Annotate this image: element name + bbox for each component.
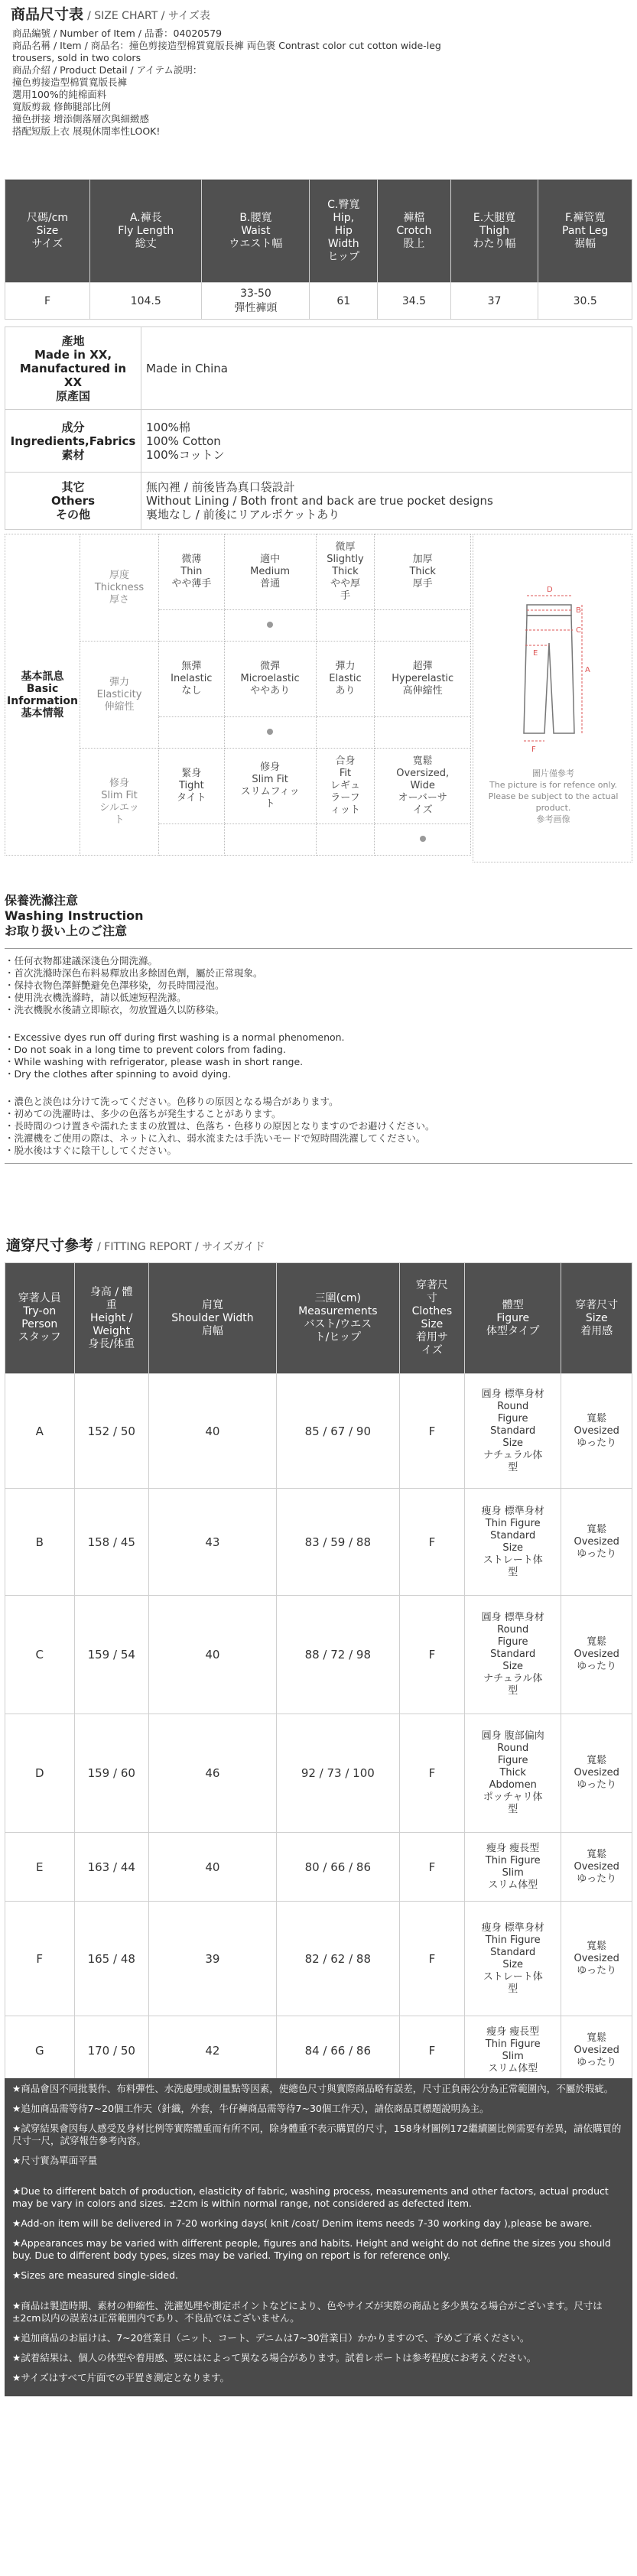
- fit-cell: 瘦身 標準身材 Thin Figure Standard Size ストレート体 型: [465, 1902, 561, 2016]
- fit-cell: F: [399, 1374, 464, 1489]
- wash-line: ・Dry the clothes after spinning to avoid dying.: [5, 1068, 231, 1080]
- feature-indicator-cell: [159, 610, 225, 642]
- note-line: ★商品は製造時期、素材の伸縮性、洗濯処理や測定ポイントなどにより、色やサイズが実際の商品と多少異なる場合がございます。尺寸は±2cm以内の誤差は正常範囲内であり、不良品ではございません。: [12, 2300, 603, 2324]
- feature-option: 無彈 Inelastic なし: [159, 642, 225, 717]
- feature-indicator-cell: [316, 610, 375, 642]
- feature-indicator-cell: [375, 824, 471, 856]
- note-line: ★Due to different batch of production, elasticity of fabric, washing process, measurements and other factors, actual product may be vary in colors and sizes. ±2cm is within normal range, not considered as defected item.: [12, 2185, 609, 2209]
- size-header-cell: B.腰寬 Waist ウエスト幅: [202, 180, 310, 283]
- fit-cell: 寬鬆 Ovesized ゆったり: [561, 1489, 632, 1596]
- fit-cell: 85 / 67 / 90: [276, 1374, 399, 1489]
- fit-cell: 163 / 44: [74, 1833, 149, 1902]
- fit-cell: 圓身 標準身材 Round Figure Standard Size ナチュラル体 型: [465, 1374, 561, 1489]
- fit-cell: B: [5, 1489, 75, 1596]
- feature-option: 適中 Medium 普通: [224, 534, 316, 610]
- fit-cell: 165 / 48: [74, 1902, 149, 2016]
- feature-option: 加厚 Thick 厚手: [375, 534, 471, 610]
- fit-row: [5, 1714, 632, 1833]
- size-chart-subheading: / SIZE CHART / サイズ表: [87, 10, 210, 22]
- size-value-cell: 33-50 彈性褲頭: [202, 283, 310, 320]
- fitting-table: [5, 1262, 632, 2085]
- info-line: 撞色拼接 增添側落層次與細緻感: [12, 113, 149, 125]
- notes-zh: [12, 2083, 625, 2167]
- fit-header-cell: 穿著尺 寸 Clothes Size 着用サ イズ: [399, 1263, 464, 1374]
- fit-header-cell: 身高 / 體 重 Height / Weight 身長/体重: [74, 1263, 149, 1374]
- feature-indicator-cell: [375, 610, 471, 642]
- fit-cell: 寬鬆 Ovesized ゆったり: [561, 2016, 632, 2085]
- size-chart-title: [11, 3, 210, 24]
- fit-cell: 46: [149, 1714, 277, 1833]
- fit-cell: 瘦身 瘦長型 Thin Figure Slim スリム体型: [465, 2016, 561, 2085]
- feature-indicator-cell: [316, 717, 375, 749]
- selected-dot-icon: [267, 729, 273, 735]
- fit-row: [5, 1374, 632, 1489]
- fit-cell: G: [5, 2016, 75, 2085]
- label-e: E: [533, 649, 538, 658]
- feature-label: 修身 Slim Fit シルエッ ト: [80, 749, 159, 856]
- label-a: A: [585, 666, 590, 674]
- wash-line: ・洗濯機をご使用の際は、ネットに入れ、弱水流または手洗いモードで短時間洗濯してください。: [5, 1132, 426, 1144]
- wash-title-zh: 保養洗滌注意: [5, 893, 79, 908]
- product-info-section: [5, 0, 632, 137]
- fit-cell: F: [399, 1596, 464, 1714]
- fitting-title: [6, 1234, 632, 1255]
- note-line: ★Add-on item will be delivered in 7-20 working days( knit /coat/ Denim items needs 7-30 working day ),please be aware.: [12, 2217, 593, 2229]
- fitting-subheading: / FITTING REPORT / サイズガイド: [97, 1241, 265, 1253]
- note-line: ★Sizes are measured single-sided.: [12, 2269, 178, 2281]
- feature-label: 厚度 Thickness 厚さ: [80, 534, 159, 642]
- size-table-row: [5, 283, 632, 320]
- selected-dot-icon: [420, 836, 426, 842]
- wash-list-zh: [5, 955, 632, 1016]
- fit-cell: 80 / 66 / 86: [276, 1833, 399, 1902]
- info-line: 選用100%的純棉面料: [12, 89, 107, 100]
- materials-table: [5, 326, 632, 530]
- wash-title-en: Washing Instruction: [5, 908, 144, 923]
- fit-cell: 158 / 45: [74, 1489, 149, 1596]
- wash-line: ・長時間のつけ置きや濡れたままの放置は、色落ち・色移りの原因となりますのでお避けください。: [5, 1120, 435, 1132]
- fit-cell: 82 / 62 / 88: [276, 1902, 399, 2016]
- fit-cell: E: [5, 1833, 75, 1902]
- fit-cell: F: [399, 1714, 464, 1833]
- fit-header-cell: 穿著尺寸 Size 着用感: [561, 1263, 632, 1374]
- size-value-cell: 30.5: [538, 283, 632, 320]
- feature-indicator-cell: [224, 717, 316, 749]
- pants-outline-shape: [524, 616, 574, 733]
- wash-line: ・任何衣物都建議深淺色分開洗滌。: [5, 955, 158, 966]
- feature-option: 彈力 Elastic あり: [316, 642, 375, 717]
- fit-cell: F: [399, 1489, 464, 1596]
- material-row: [5, 473, 632, 530]
- wash-list-en: [5, 1031, 632, 1080]
- note-line: ★追加商品のお届けは、7~20営業日（ニット、コート、デニムは7~30営業日）かかりますので、予めご了承ください。: [12, 2332, 530, 2344]
- size-table-section: [5, 179, 632, 320]
- wash-line: ・While washing with refrigerator, please wash in short range.: [5, 1056, 304, 1067]
- fitting-section: [5, 1234, 632, 2085]
- note-line: ★Appearances may be varied with different people, figures and habits. Height and weight do not define the sizes you should buy. Due to different body types, sizes may be varied. Trying on report is for reference only.: [12, 2237, 611, 2261]
- wash-line: ・保持衣物色澤鮮艷避免色澤移染，勿長時間浸泡。: [5, 979, 225, 991]
- wash-body: [5, 948, 632, 1157]
- fit-row: [5, 2016, 632, 2085]
- size-header-cell: C.臀寬 Hip, Hip Width ヒップ: [310, 180, 378, 283]
- note-line: ★商品會因不同批製作、布料彈性、水洗處理或測量點等因素，使總色尺寸與實際商品略有誤差，尺寸正負兩公分為正常範圍內，不屬於瑕疵。: [12, 2083, 614, 2094]
- fit-cell: F: [399, 1833, 464, 1902]
- selected-dot-icon: [267, 622, 273, 628]
- size-header-cell: A.褲長 Fly Length 総丈: [89, 180, 202, 283]
- fit-cell: 170 / 50: [74, 2016, 149, 2085]
- fit-cell: 寬鬆 Ovesized ゆったり: [561, 1902, 632, 2016]
- fit-cell: 40: [149, 1833, 277, 1902]
- fit-cell: 88 / 72 / 98: [276, 1596, 399, 1714]
- fit-cell: 43: [149, 1489, 277, 1596]
- wash-title-jp: お取り扱い上のご注意: [5, 924, 128, 938]
- fit-cell: 瘦身 瘦長型 Thin Figure Slim スリム体型: [465, 1833, 561, 1902]
- material-row: [5, 327, 632, 410]
- feature-label: 彈力 Elasticity 伸縮性: [80, 642, 159, 749]
- fit-cell: 159 / 60: [74, 1714, 149, 1833]
- feature-indicator-cell: [316, 824, 375, 856]
- fit-cell: 84 / 66 / 86: [276, 2016, 399, 2085]
- fit-cell: 寬鬆 Ovesized ゆったり: [561, 1714, 632, 1833]
- material-value: 無內裡 / 前後皆為真口袋設計 Without Lining / Both front and back are true pocket designs 裏地なし / 前後にリアルポケットあり: [141, 473, 632, 530]
- fit-row: [5, 1902, 632, 2016]
- basic-info-label: 基本訊息 Basic Information 基本情報: [5, 534, 80, 856]
- size-table-header: [5, 180, 632, 283]
- size-value-cell: 104.5: [89, 283, 202, 320]
- note-line: ★試穿結果會因每人感受及身材比例等實際體重而有所不同，除身體重不表示購買的尺寸，158身材圖例172繼續圖比例需要有差異，請依購買的尺寸一尺，試穿報告參考內容。: [12, 2123, 622, 2146]
- label-f: F: [531, 746, 536, 754]
- feature-indicator-cell: [224, 824, 316, 856]
- note-line: ★試着結果は、個人の体型や着用感、要にはによって異なる場合があります。試着レポートは参考程度にお考えください。: [12, 2352, 537, 2363]
- size-value-cell: 37: [450, 283, 538, 320]
- wash-line: ・Do not soak in a long time to prevent colors from fading.: [5, 1044, 286, 1055]
- info-line: trousers, sold in two colors: [12, 52, 141, 63]
- wash-line: ・首次洗滌時深色布料易釋放出多餘固色劑，屬於正常現象。: [5, 967, 263, 979]
- fit-header-cell: 肩寬 Shoulder Width 肩幅: [149, 1263, 277, 1374]
- material-value: 100%棉 100% Cotton 100%コットン: [141, 410, 632, 473]
- feature-indicator-cell: [375, 717, 471, 749]
- fit-cell: 寬鬆 Ovesized ゆったり: [561, 1833, 632, 1902]
- fit-cell: F: [399, 1902, 464, 2016]
- fit-header-cell: 穿著人員 Try-on Person スタッフ: [5, 1263, 75, 1374]
- fit-header-cell: 體型 Figure 体型タイプ: [465, 1263, 561, 1374]
- notes-jp: [12, 2300, 625, 2384]
- fit-row: [5, 1833, 632, 1902]
- fit-cell: 152 / 50: [74, 1374, 149, 1489]
- features-table: [5, 534, 471, 856]
- feature-option: 緊身 Tight タイト: [159, 749, 225, 824]
- note-line: ★尺寸實為單面平量: [12, 2155, 98, 2166]
- size-header-cell: E.大腿寬 Thigh わたり幅: [450, 180, 538, 283]
- size-value-cell: 61: [310, 283, 378, 320]
- fit-cell: 瘦身 標準身材 Thin Figure Standard Size ストレート体 型: [465, 1489, 561, 1596]
- material-key: 產地 Made in XX, Manufactured in XX 原產国: [5, 327, 141, 410]
- label-d: D: [547, 586, 553, 594]
- feature-indicator-cell: [224, 610, 316, 642]
- feature-option: 修身 Slim Fit スリムフィッ ト: [224, 749, 316, 824]
- size-header-cell: 尺碼/cm Size サイズ: [5, 180, 90, 283]
- fit-cell: 83 / 59 / 88: [276, 1489, 399, 1596]
- pants-diagram-svg: [473, 557, 633, 787]
- fit-cell: F: [5, 1902, 75, 2016]
- notes-box: [5, 2078, 632, 2396]
- fit-cell: 圓身 腹部偏肉 Round Figure Thick Abdomen ポッチャリ体 型: [465, 1714, 561, 1833]
- wash-list-jp: [5, 1096, 632, 1157]
- fitting-heading: 適穿尺寸參考: [6, 1237, 94, 1254]
- pants-diagram: [473, 534, 632, 862]
- label-b: B: [576, 606, 581, 615]
- wash-line: ・Excessive dyes run off during first washing is a normal phenomenon.: [5, 1031, 345, 1043]
- info-line: 商品名稱 / Item / 商品名：撞色剪接造型棉質寬版長褲 両色褒 Contrast color cut cotton wide-leg: [12, 40, 441, 51]
- wash-line: ・脱水後はすぐに陰干ししてください。: [5, 1145, 177, 1156]
- diagram-caption: 圖片僅參考 The picture is for refence only. Please be subject to the actual product. 參考画像: [488, 768, 619, 824]
- size-value-cell: F: [5, 283, 90, 320]
- fit-row: [5, 1596, 632, 1714]
- wash-line: ・初めての洗濯時は、多少の色落ちが発生することがあります。: [5, 1108, 281, 1119]
- fit-cell: F: [399, 2016, 464, 2085]
- fit-cell: 159 / 54: [74, 1596, 149, 1714]
- fit-cell: C: [5, 1596, 75, 1714]
- notes-en: [12, 2185, 625, 2282]
- fit-cell: A: [5, 1374, 75, 1489]
- fit-cell: D: [5, 1714, 75, 1833]
- washing-section: [5, 893, 632, 1164]
- wash-line: ・濃色と淡色は分けて洗ってください。色移りの原因となる場合があります。: [5, 1096, 339, 1107]
- feature-option: 寬鬆 Oversized, Wide オーバーサ イズ: [375, 749, 471, 824]
- size-header-cell: F.褲管寬 Pant Leg 裾幅: [538, 180, 632, 283]
- fit-cell: 42: [149, 2016, 277, 2085]
- material-row: [5, 410, 632, 473]
- info-line: 搭配短版上衣 展現休閒率性LOOK!: [12, 125, 161, 137]
- fit-cell: 寬鬆 Ovesized ゆったり: [561, 1374, 632, 1489]
- label-c: C: [576, 626, 581, 635]
- feature-option: 微厚 Slightly Thick やや厚 手: [316, 534, 375, 610]
- notes-section: [5, 2078, 632, 2396]
- features-section: [5, 534, 632, 862]
- feature-indicator-cell: [159, 717, 225, 749]
- fit-cell: 40: [149, 1374, 277, 1489]
- size-header-cell: 褲檔 Crotch 股上: [378, 180, 451, 283]
- fit-cell: 40: [149, 1596, 277, 1714]
- note-line: ★追加商品需等待7~20個工作天（針織，外套，牛仔褲商品需等待7~30個工作天），請依商品頁標題說明為主。: [12, 2103, 489, 2114]
- feature-row: [5, 534, 471, 610]
- feature-option: 合身 Fit レギュ ラーフ ィット: [316, 749, 375, 824]
- size-table: [5, 179, 632, 320]
- fit-header-cell: 三圍(cm) Measurements バスト/ウエス ト/ヒップ: [276, 1263, 399, 1374]
- size-chart-heading: 商品尺寸表: [11, 6, 84, 23]
- info-line: 商品介紹 / Product Detail / アイテム説明：: [12, 64, 203, 76]
- product-description: [12, 28, 632, 138]
- material-key: 其它 Others その他: [5, 473, 141, 530]
- fit-cell: 39: [149, 1902, 277, 2016]
- fitting-table-header: [5, 1263, 632, 1374]
- wash-line: ・使用洗衣機洗滌時，請以低速短程洗滌。: [5, 992, 187, 1003]
- feature-option: 微薄 Thin やや薄手: [159, 534, 225, 610]
- note-line: ★サイズはすべて片面での平置き測定となります。: [12, 2372, 229, 2383]
- feature-option: 微彈 Microelastic ややあり: [224, 642, 316, 717]
- size-value-cell: 34.5: [378, 283, 451, 320]
- feature-indicator-cell: [159, 824, 225, 856]
- fit-cell: 寬鬆 Ovesized ゆったり: [561, 1596, 632, 1714]
- info-line: 撞色剪接造型棉質寬版長褲: [12, 76, 128, 88]
- material-key: 成分 Ingredients,Fabrics 素材: [5, 410, 141, 473]
- info-line: 商品編號 / Number of Item / 品番：04020579: [12, 28, 223, 39]
- fit-row: [5, 1489, 632, 1596]
- info-line: 寬版剪裁 修飾腿部比例: [12, 101, 111, 112]
- fit-cell: 92 / 73 / 100: [276, 1714, 399, 1833]
- wash-line: ・洗衣機脫水後請立即晾衣，勿放置過久以防移染。: [5, 1004, 225, 1015]
- material-value: Made in China: [141, 327, 632, 410]
- feature-option: 超彈 Hyperelastic 高伸縮性: [375, 642, 471, 717]
- materials-section: [5, 326, 632, 530]
- fit-cell: 圓身 標準身材 Round Figure Standard Size ナチュラル体 型: [465, 1596, 561, 1714]
- waistband-shape: [527, 605, 571, 616]
